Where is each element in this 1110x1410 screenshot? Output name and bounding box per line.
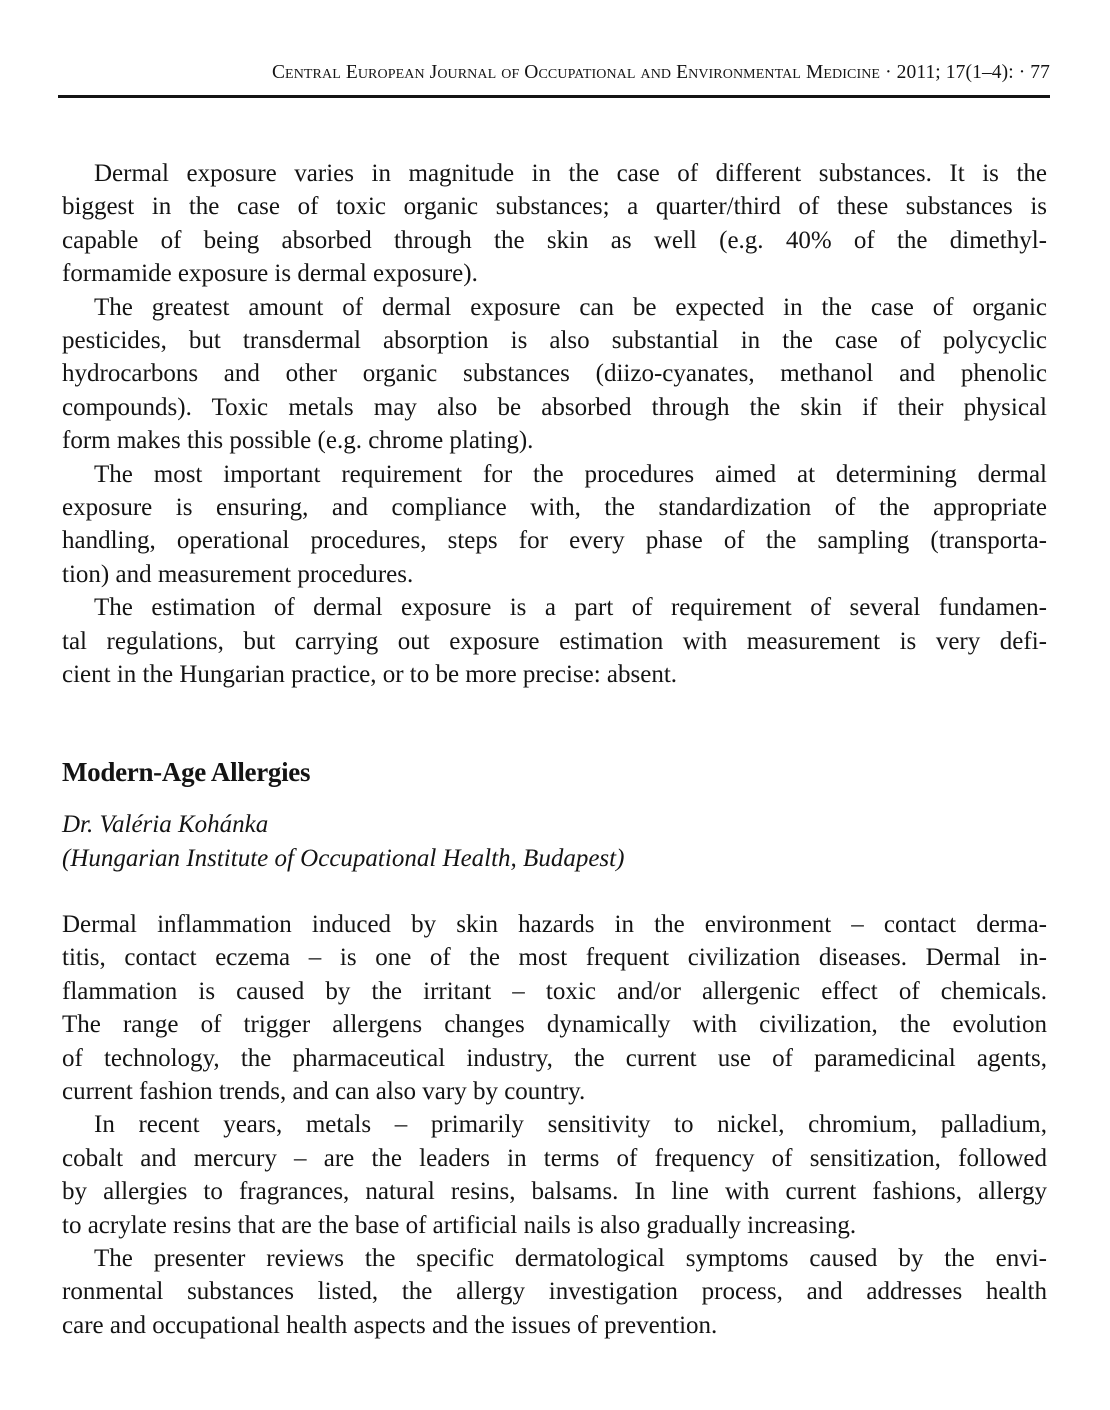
text-line: titis, contact eczema – is one of the most frequent civilization diseases. Dermal in- xyxy=(62,944,1047,972)
text-line: The range of trigger allergens changes dynamically with civilization, the evolution xyxy=(62,1011,1047,1039)
text-line: pesticides, but transdermal absorption is also substantial in the case of polycyclic xyxy=(62,326,1047,354)
paragraph xyxy=(62,591,1047,691)
paragraph xyxy=(62,157,1047,291)
header-rule xyxy=(58,95,1050,98)
text-line: exposure is ensuring, and compliance with, the standardization of the appropriate xyxy=(62,493,1047,521)
text-line: tion) and measurement procedures. xyxy=(62,560,414,588)
text-line: current fashion trends, and can also vary by country. xyxy=(62,1077,586,1105)
author-affiliation: (Hungarian Institute of Occupational Health, Budapest) xyxy=(62,845,625,872)
text-line: Dermal inflammation induced by skin hazards in the environment – contact derma- xyxy=(62,911,1047,938)
text-line: cobalt and mercury – are the leaders in terms of frequency of sensitization, followed xyxy=(62,1144,1047,1172)
text-line: ronmental substances listed, the allergy investigation process, and addresses health xyxy=(62,1278,1047,1306)
text-line: capable of being absorbed through the skin as well (e.g. 40% of the dimethyl- xyxy=(62,226,1047,254)
text-line: flammation is caused by the irritant – toxic and/or allergenic effect of chemicals. xyxy=(62,977,1047,1005)
text-line: care and occupational health aspects and the issues of prevention. xyxy=(62,1311,718,1339)
paragraph xyxy=(62,1108,1047,1242)
paragraph xyxy=(62,291,1047,458)
text-line: by allergies to fragrances, natural resins, balsams. In line with current fashions, allergy xyxy=(62,1178,1047,1206)
text-line: tal regulations, but carrying out exposure estimation with measurement is very defi- xyxy=(62,627,1047,655)
text-line: handling, operational procedures, steps for every phase of the sampling (transporta- xyxy=(62,527,1047,555)
paragraph xyxy=(62,1242,1047,1342)
text-line: The greatest amount of dermal exposure can be expected in the case of organic xyxy=(94,293,1047,321)
text-line: formamide exposure is dermal exposure). xyxy=(62,260,478,288)
paragraph xyxy=(62,458,1047,592)
text-line: hydrocarbons and other organic substances (diizo-cyanates, methanol and phenolic xyxy=(62,360,1047,388)
text-line: The most important requirement for the procedures aimed at determining dermal xyxy=(94,460,1047,488)
text-line: form makes this possible (e.g. chrome plating). xyxy=(62,427,534,455)
section-title: Modern-Age Allergies xyxy=(62,757,311,787)
text-line: Dermal exposure varies in magnitude in the case of different substances. It is the xyxy=(94,160,1047,187)
text-line: The estimation of dermal exposure is a part of requirement of several fundamen- xyxy=(94,594,1047,622)
journal-title: Central European Journal of Occupational and Environmental Medicine xyxy=(271,62,881,83)
citation: · 2011; 17(1–4): · 77 xyxy=(885,62,1050,83)
text-line: to acrylate resins that are the base of artificial nails is also gradually increasing. xyxy=(62,1211,857,1239)
author-name: Dr. Valéria Kohánka xyxy=(62,811,269,838)
text-line: In recent years, metals – primarily sensitivity to nickel, chromium, palladium, xyxy=(94,1111,1047,1139)
text-line: cient in the Hungarian practice, or to be more precise: absent. xyxy=(62,660,678,688)
text-line: compounds). Toxic metals may also be absorbed through the skin if their physical xyxy=(62,393,1047,421)
text-line: biggest in the case of toxic organic substances; a quarter/third of these substances is xyxy=(62,193,1047,221)
paragraph xyxy=(62,908,1047,1108)
running-header xyxy=(58,62,1050,84)
text-line: The presenter reviews the specific dermatological symptoms caused by the envi- xyxy=(94,1245,1047,1272)
text-line: of technology, the pharmaceutical industry, the current use of paramedicinal agents, xyxy=(62,1044,1047,1072)
